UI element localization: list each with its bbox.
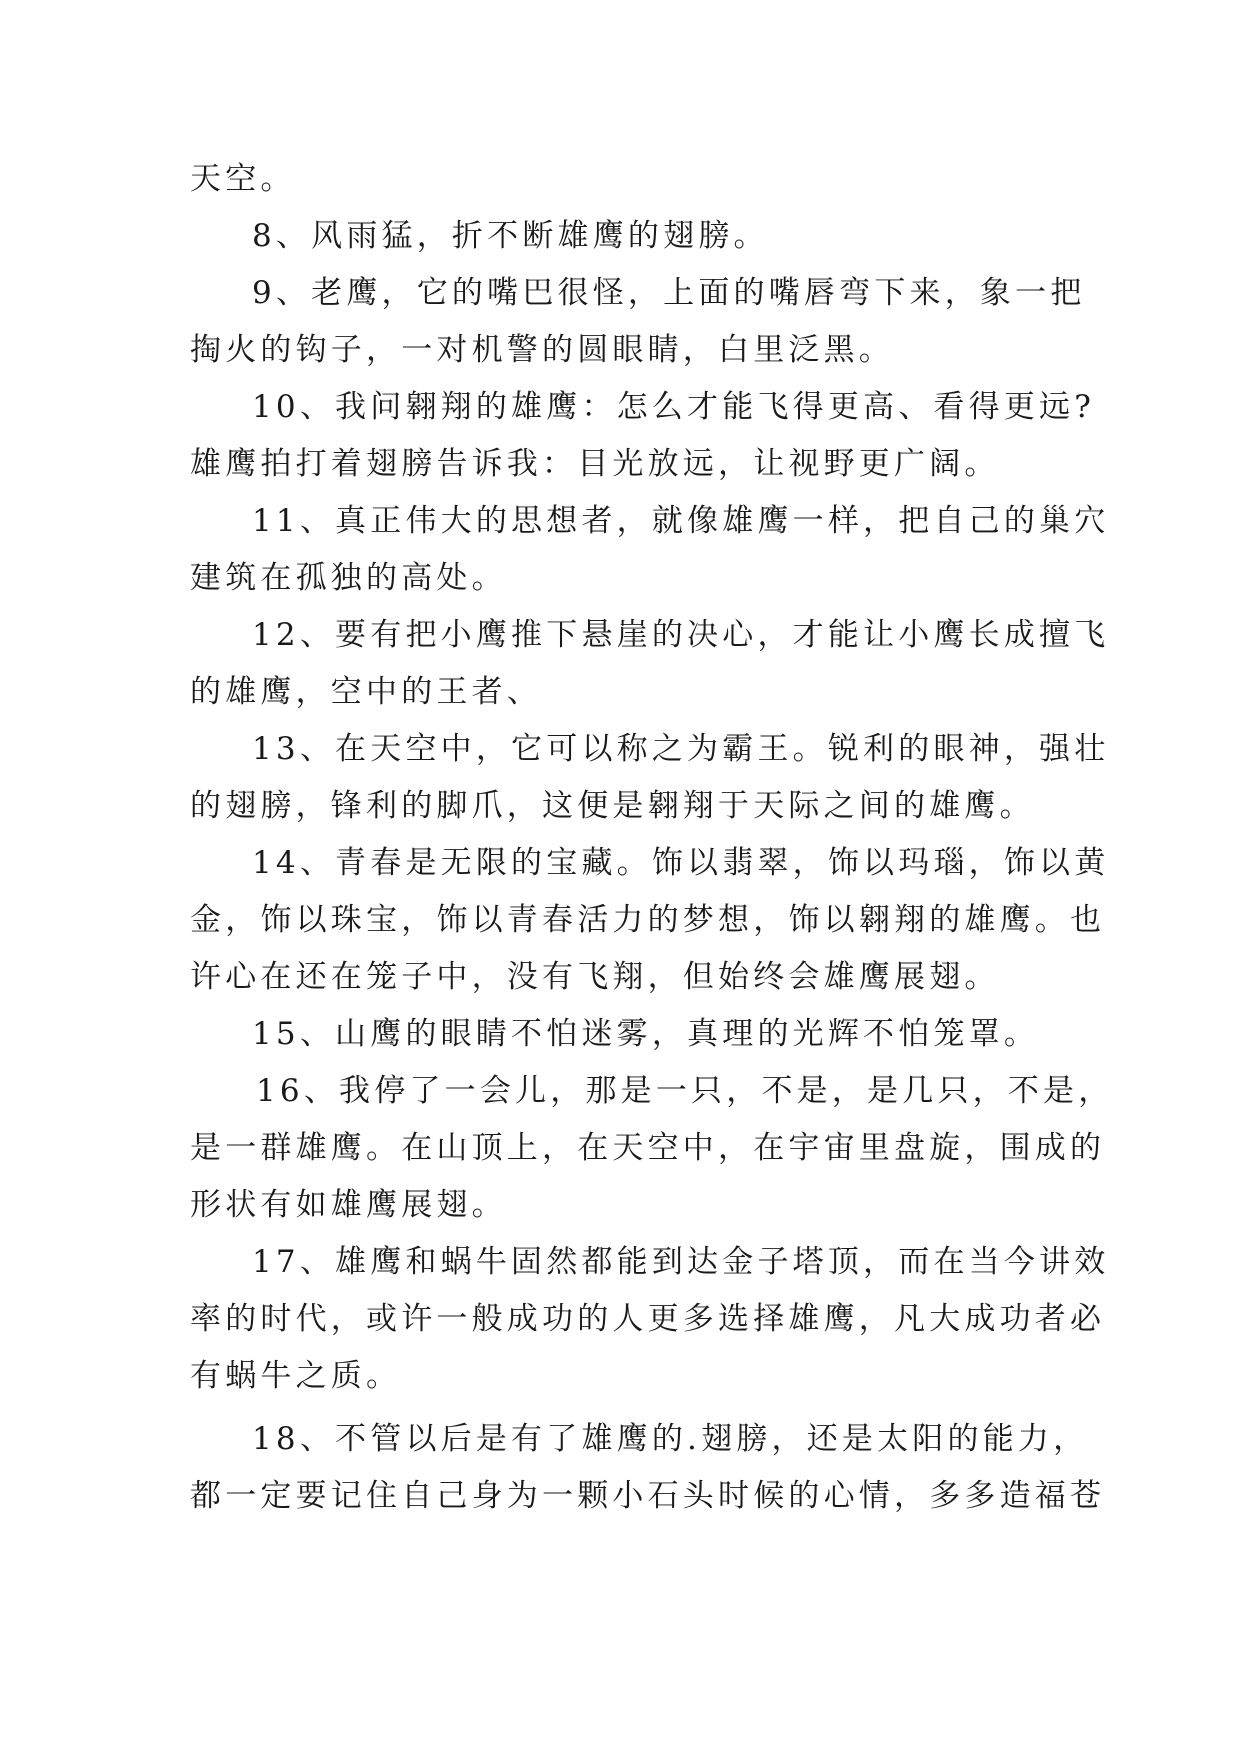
- text-line: 13、在天空中，它可以称之为霸王。锐利的眼神，强壮: [252, 731, 1110, 767]
- text-line: 14、青春是无限的宝藏。饰以翡翠，饰以玛瑙，饰以黄: [252, 845, 1110, 881]
- text-line: 都一定要记住自己身为一颗小石头时候的心情，多多造福苍: [190, 1478, 1106, 1514]
- text-line: 8、风雨猛，折不断雄鹰的翅膀。: [252, 218, 769, 254]
- text-line: 掏火的钩子，一对机警的圆眼睛，白里泛黑。: [190, 332, 894, 368]
- text-line: 11、真正伟大的思想者，就像雄鹰一样，把自己的巢穴: [252, 503, 1110, 539]
- text-line: 许心在还在笼子中，没有飞翔，但始终会雄鹰展翅。: [190, 959, 1000, 995]
- text-line: 是一群雄鹰。在山顶上，在天空中，在宇宙里盘旋，围成的: [190, 1130, 1106, 1166]
- text-line: 金，饰以珠宝，饰以青春活力的梦想，饰以翱翔的雄鹰。也: [190, 902, 1106, 938]
- text-line: 天空。: [190, 161, 296, 197]
- text-line: 建筑在孤独的高处。: [190, 560, 507, 596]
- text-line: 的翅膀，锋利的脚爪，这便是翱翔于天际之间的雄鹰。: [190, 788, 1035, 824]
- text-line: 18、不管以后是有了雄鹰的.翅膀，还是太阳的能力，: [252, 1421, 1089, 1457]
- text-line: 15、山鹰的眼睛不怕迷雾，真理的光辉不怕笼罩。: [252, 1016, 1040, 1052]
- text-line: 雄鹰拍打着翅膀告诉我：目光放远，让视野更广阔。: [190, 446, 1000, 482]
- text-line: 16、我停了一会儿，那是一只，不是，是几只，不是，: [256, 1073, 1114, 1109]
- text-line: 率的时代，或许一般成功的人更多选择雄鹰，凡大成功者必: [190, 1301, 1106, 1337]
- text-line: 的雄鹰，空中的王者、: [190, 674, 542, 710]
- text-line: 有蜗牛之质。: [190, 1358, 402, 1394]
- text-line: 17、雄鹰和蜗牛固然都能到达金子塔顶，而在当今讲效: [252, 1244, 1110, 1280]
- text-column: [190, 160, 1114, 1534]
- text-line: 10、我问翱翔的雄鹰：怎么才能飞得更高、看得更远?: [252, 389, 1096, 425]
- text-line: 12、要有把小鹰推下悬崖的决心，才能让小鹰长成擅飞: [252, 617, 1110, 653]
- text-line: 形状有如雄鹰展翅。: [190, 1187, 507, 1223]
- text-line: 9、老鹰，它的嘴巴很怪，上面的嘴唇弯下来，象一把: [252, 275, 1086, 311]
